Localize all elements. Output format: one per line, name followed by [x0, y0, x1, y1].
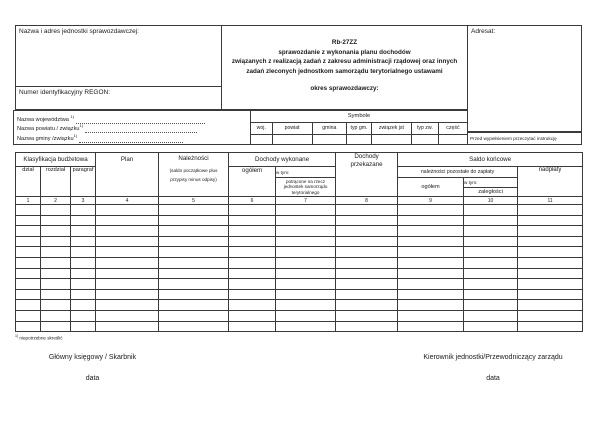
table-cell[interactable]: [336, 226, 398, 237]
table-cell[interactable]: [276, 268, 336, 279]
table-cell[interactable]: [159, 289, 229, 300]
table-cell[interactable]: [16, 257, 41, 268]
table-cell[interactable]: [71, 268, 96, 279]
table-row: [16, 226, 583, 237]
col-saldo-ogolem: ogółem: [398, 178, 464, 197]
dochody-przekazane-line-2: przekazane: [350, 161, 383, 168]
col-zaleglosci: zaległości: [464, 188, 518, 197]
table-cell[interactable]: [96, 236, 159, 247]
table-cell[interactable]: [96, 310, 159, 321]
dotted-fill-line[interactable]: [79, 136, 183, 143]
regon-field[interactable]: [15, 86, 222, 110]
table-cell[interactable]: [336, 268, 398, 279]
table-cell[interactable]: [96, 205, 159, 216]
table-cell[interactable]: [41, 215, 71, 226]
reporting-period-label: okres sprawozdawczy:: [310, 85, 379, 92]
table-cell[interactable]: [16, 310, 41, 321]
table-cell[interactable]: [16, 321, 41, 332]
territory-names-box: [13, 110, 251, 145]
table-cell[interactable]: [398, 205, 464, 216]
table-cell[interactable]: [159, 205, 229, 216]
table-cell[interactable]: [229, 215, 276, 226]
table-cell[interactable]: [398, 321, 464, 332]
table-cell[interactable]: [398, 226, 464, 237]
col-group-saldo-koncowe: Saldo końcowe: [398, 153, 583, 167]
col-paragraf: paragraf: [71, 167, 96, 197]
table-cell[interactable]: [336, 215, 398, 226]
table-cell[interactable]: [41, 321, 71, 332]
column-number: 5: [159, 197, 229, 205]
symbols-col-7: część: [439, 123, 467, 135]
table-cell[interactable]: [41, 279, 71, 290]
symbols-input-cell-2[interactable]: [273, 135, 313, 144]
table-cell[interactable]: [336, 289, 398, 300]
column-number: 6: [229, 197, 276, 205]
table-cell[interactable]: [71, 279, 96, 290]
table-cell[interactable]: [16, 205, 41, 216]
table-cell[interactable]: [16, 215, 41, 226]
symbols-input-cell-3[interactable]: [313, 135, 348, 144]
table-cell[interactable]: [276, 236, 336, 247]
table-cell[interactable]: [16, 289, 41, 300]
table-cell[interactable]: [71, 236, 96, 247]
table-cell[interactable]: [229, 279, 276, 290]
column-number: 2: [41, 197, 71, 205]
table-cell[interactable]: [464, 236, 518, 247]
col-naleznosci-pozostale: należności pozostałe do zapłaty: [398, 167, 518, 178]
signature-left-date-label: data: [85, 375, 100, 382]
territory-name-label: Nazwa powiatu / związku$^{1)}$: [17, 123, 84, 132]
table-cell[interactable]: [336, 300, 398, 311]
table-cell[interactable]: [96, 321, 159, 332]
report-title-block: [221, 25, 468, 110]
addressee-label: Adresat:: [471, 28, 496, 35]
table-cell[interactable]: [336, 310, 398, 321]
symbols-input-row: [251, 135, 467, 144]
dotted-fill-line[interactable]: [76, 117, 205, 124]
territory-name-label: Nazwa gminy /związku$^{1)}$: [17, 132, 78, 142]
table-cell[interactable]: [336, 247, 398, 258]
table-cell[interactable]: [229, 289, 276, 300]
table-cell[interactable]: [464, 268, 518, 279]
territory-name-label: Nazwa województwa $^{1)}$: [17, 113, 75, 123]
table-cell[interactable]: [398, 215, 464, 226]
table-cell[interactable]: [276, 279, 336, 290]
table-cell[interactable]: [518, 226, 583, 237]
table-cell[interactable]: [464, 215, 518, 226]
table-cell[interactable]: [41, 247, 71, 258]
table-cell[interactable]: [71, 310, 96, 321]
naleznosci-note-line-2: przypisy minus odpisy): [170, 177, 217, 183]
table-cell[interactable]: [16, 247, 41, 258]
table-row: [16, 215, 583, 226]
column-number: 4: [96, 197, 159, 205]
table-cell[interactable]: [96, 257, 159, 268]
table-cell[interactable]: [518, 279, 583, 290]
table-cell[interactable]: [464, 300, 518, 311]
table-cell[interactable]: [71, 300, 96, 311]
table-row: [16, 279, 583, 290]
col-dochody-przekazane: [336, 153, 398, 197]
table-row: [16, 321, 583, 332]
table-cell[interactable]: [276, 215, 336, 226]
table-cell[interactable]: [276, 310, 336, 321]
column-numbers-row: [16, 197, 583, 205]
table-cell[interactable]: [276, 247, 336, 258]
col-nadplaty: nadpłaty: [518, 167, 583, 197]
table-cell[interactable]: [229, 268, 276, 279]
table-cell[interactable]: [518, 300, 583, 311]
symbols-col-4: typ gm.: [347, 123, 372, 135]
table-cell[interactable]: [464, 205, 518, 216]
table-cell[interactable]: [398, 289, 464, 300]
table-cell[interactable]: [159, 310, 229, 321]
table-cell[interactable]: [41, 300, 71, 311]
table-cell[interactable]: [96, 247, 159, 258]
table-cell[interactable]: [518, 289, 583, 300]
table-cell[interactable]: [71, 205, 96, 216]
col-group-dochody-wykonane: Dochody wykonane: [229, 153, 336, 167]
symbols-col-3: gmina: [313, 123, 348, 135]
table-cell[interactable]: [518, 268, 583, 279]
table-cell[interactable]: [398, 300, 464, 311]
col-plan: Plan: [96, 153, 159, 197]
symbols-table: [250, 110, 468, 145]
table-cell[interactable]: [276, 226, 336, 237]
symbols-col-6: typ zw.: [412, 123, 439, 135]
table-cell[interactable]: [229, 205, 276, 216]
table-cell[interactable]: [398, 236, 464, 247]
column-number: 8: [336, 197, 398, 205]
table-cell[interactable]: [464, 321, 518, 332]
table-cell[interactable]: [229, 321, 276, 332]
unit-name-address-label: Nazwa i adres jednostki sprawozdawczej:: [19, 28, 139, 35]
naleznosci-title: Należności: [178, 155, 209, 162]
table-cell[interactable]: [159, 268, 229, 279]
table-cell[interactable]: [518, 257, 583, 268]
table-cell[interactable]: [159, 247, 229, 258]
territory-name-line-3[interactable]: [17, 133, 250, 143]
symbols-title: Symbole: [251, 111, 467, 123]
wykonane-w-tym-label: w tym:: [276, 167, 336, 178]
regon-label: Numer identyfikacyjny REGON:: [19, 89, 111, 96]
table-cell[interactable]: [229, 257, 276, 268]
table-cell[interactable]: [229, 247, 276, 258]
symbols-input-cell-4[interactable]: [347, 135, 372, 144]
signature-right-date-label: data: [486, 375, 500, 382]
instruction-note: Przed wypełnieniem przeczytać instrukcję: [467, 132, 582, 145]
table-cell[interactable]: [16, 236, 41, 247]
table-row: [16, 236, 583, 247]
table-cell[interactable]: [16, 279, 41, 290]
table-cell[interactable]: [229, 310, 276, 321]
table-cell[interactable]: [518, 321, 583, 332]
table-cell[interactable]: [16, 268, 41, 279]
table-cell[interactable]: [41, 289, 71, 300]
table-cell[interactable]: [41, 236, 71, 247]
dochody-przekazane-line-1: Dochody: [354, 153, 379, 160]
table-cell[interactable]: [336, 279, 398, 290]
col-rozdzial: rozdział: [41, 167, 71, 197]
report-title-line-1: sprawozdanie z wykonania planu dochodów: [278, 48, 411, 56]
table-cell[interactable]: [41, 205, 71, 216]
column-number: 7: [276, 197, 336, 205]
table-cell[interactable]: [41, 310, 71, 321]
table-cell[interactable]: [71, 247, 96, 258]
table-cell[interactable]: [159, 300, 229, 311]
table-cell[interactable]: [464, 247, 518, 258]
table-cell[interactable]: [464, 289, 518, 300]
table-cell[interactable]: [96, 226, 159, 237]
table-cell[interactable]: [159, 215, 229, 226]
table-cell[interactable]: [159, 279, 229, 290]
symbols-col-1: woj.: [251, 123, 273, 135]
table-cell[interactable]: [336, 205, 398, 216]
signature-block-left: [15, 354, 170, 382]
col-wykonane-ogolem: ogółem: [229, 167, 276, 197]
table-row: [16, 247, 583, 258]
table-cell[interactable]: [41, 226, 71, 237]
table-cell[interactable]: [336, 236, 398, 247]
symbols-col-5: związek jst: [372, 123, 412, 135]
signature-block-right: [398, 354, 588, 382]
column-number: 9: [398, 197, 464, 205]
table-cell[interactable]: [464, 226, 518, 237]
symbols-col-2: powiat: [273, 123, 313, 135]
col-dzial: dział: [16, 167, 41, 197]
footnote-marker: 1): [15, 334, 19, 338]
table-cell[interactable]: [276, 257, 336, 268]
footnote-text: niepotrzebne skreślić: [19, 335, 63, 341]
table-cell[interactable]: [518, 215, 583, 226]
addressee-field[interactable]: [467, 25, 582, 132]
symbols-input-cell-7[interactable]: [439, 135, 467, 144]
table-cell[interactable]: [398, 310, 464, 321]
table-cell[interactable]: [398, 257, 464, 268]
table-cell[interactable]: [398, 268, 464, 279]
table-cell[interactable]: [41, 268, 71, 279]
table-cell[interactable]: [159, 236, 229, 247]
table-cell[interactable]: [71, 289, 96, 300]
table-cell[interactable]: [159, 321, 229, 332]
naleznosci-note-line-1: (saldo początkowe plus: [169, 168, 218, 173]
table-cell[interactable]: [96, 289, 159, 300]
saldo-w-tym-label: w tym:: [464, 178, 518, 188]
column-number: 1: [16, 197, 41, 205]
col-naleznosci: [159, 153, 229, 197]
table-row: [16, 289, 583, 300]
table-cell[interactable]: [229, 226, 276, 237]
unit-name-address-field[interactable]: [15, 25, 222, 87]
table-cell[interactable]: [16, 300, 41, 311]
table-cell[interactable]: [276, 205, 336, 216]
table-cell[interactable]: [276, 300, 336, 311]
table-cell[interactable]: [96, 268, 159, 279]
report-table: [15, 152, 583, 332]
table-cell[interactable]: [71, 257, 96, 268]
table-cell[interactable]: [71, 321, 96, 332]
table-cell[interactable]: [71, 226, 96, 237]
table-cell[interactable]: [518, 205, 583, 216]
report-title-line-3: zadań zleconych jednostkom samorządu terytorialnego ustawami: [246, 67, 443, 75]
table-cell[interactable]: [398, 279, 464, 290]
table-cell[interactable]: [518, 310, 583, 321]
table-cell[interactable]: [229, 236, 276, 247]
table-cell[interactable]: [464, 257, 518, 268]
table-cell[interactable]: [276, 289, 336, 300]
col-potracone: potrącone na rzecz jednostek samorządu terytorialnego: [276, 178, 336, 197]
table-cell[interactable]: [398, 247, 464, 258]
table-row: [16, 310, 583, 321]
table-cell[interactable]: [96, 279, 159, 290]
table-row: [16, 268, 583, 279]
column-number: 10: [464, 197, 518, 205]
table-cell[interactable]: [229, 300, 276, 311]
column-number: 3: [71, 197, 96, 205]
table-cell[interactable]: [336, 321, 398, 332]
form-code: Rb-27ZZ: [331, 39, 358, 46]
table-row: [16, 300, 583, 311]
table-row: [16, 257, 583, 268]
symbols-input-cell-6[interactable]: [412, 135, 439, 144]
table-cell[interactable]: [518, 247, 583, 258]
table-cell[interactable]: [41, 257, 71, 268]
symbols-input-cell-5[interactable]: [372, 135, 412, 144]
table-cell[interactable]: [518, 236, 583, 247]
symbols-header-row: [251, 123, 467, 135]
table-cell[interactable]: [16, 226, 41, 237]
table-cell[interactable]: [71, 215, 96, 226]
table-row: [16, 205, 583, 216]
table-cell[interactable]: [159, 257, 229, 268]
col-group-klasyfikacja: Klasyfikacja budżetowa: [16, 153, 96, 167]
table-cell[interactable]: [336, 257, 398, 268]
table-cell[interactable]: [96, 300, 159, 311]
table-cell[interactable]: [159, 226, 229, 237]
signature-right-title: Kierownik jednostki/Przewodniczący zarządu: [423, 354, 563, 361]
report-title-line-2: związanych z realizacją zadań z zakresu administracji rządowej oraz innych: [231, 58, 458, 65]
table-cell[interactable]: [96, 215, 159, 226]
footnote: [15, 334, 63, 341]
column-number: 11: [518, 197, 583, 205]
dotted-fill-line[interactable]: [85, 126, 197, 133]
table-cell[interactable]: [464, 279, 518, 290]
table-cell[interactable]: [464, 310, 518, 321]
symbols-input-cell-1[interactable]: [251, 135, 273, 144]
signature-left-title: Główny księgowy / Skarbnik: [48, 354, 137, 361]
table-cell[interactable]: [276, 321, 336, 332]
